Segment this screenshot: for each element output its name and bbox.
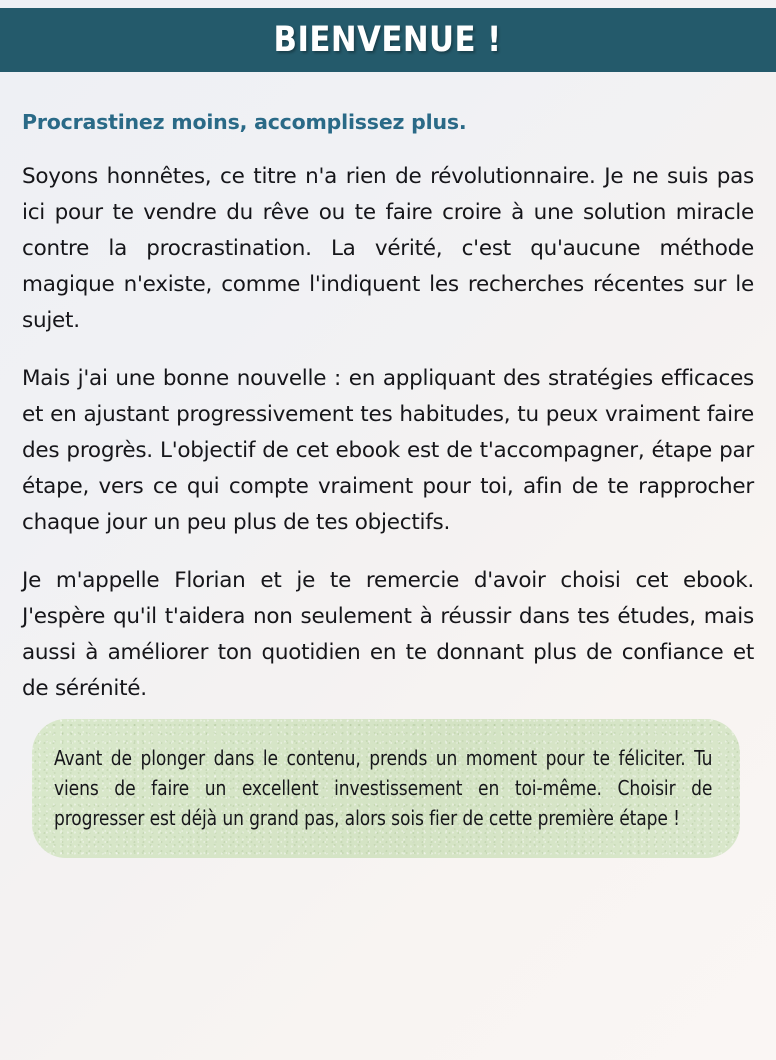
body-paragraph-3: Je m'appelle Florian et je te remercie d'avoir choisi cet ebook. J'espère qu'il t'aidera non seulement à réussir dans tes études, mais aussi à améliorer ton quotidien en te donnant plus de confiance et de sérénité. — [22, 568, 754, 701]
content-area — [0, 72, 776, 707]
callout-box — [32, 719, 740, 858]
encouragement-callout — [32, 719, 740, 858]
section-subtitle: Procrastinez moins, accomplissez plus. — [22, 110, 467, 134]
body-paragraph-1: Soyons honnêtes, ce titre n'a rien de révolutionnaire. Je ne suis pas ici pour te vendre du rêve ou te faire croire à une solution miracle contre la procrastination. La vérité, c'est qu'aucune méthode magique n'existe, comme l'indiquent les recherches récentes sur le sujet. — [22, 164, 754, 333]
welcome-banner — [0, 8, 776, 72]
body-paragraph-2: Mais j'ai une bonne nouvelle : en appliquant des stratégies efficaces et en ajustant progressivement tes habitudes, tu peux vraiment faire des progrès. L'objectif de cet ebook est de t'accompagner, étape par étape, vers ce qui compte vraiment pour toi, afin de te rapprocher chaque jour un peu plus de tes objectifs. — [22, 366, 754, 535]
callout-text: Avant de plonger dans le contenu, prends un moment pour te féliciter. Tu viens de faire un excellent investissement en toi-même. Choisir de progresser est déjà un grand pas, alors sois fier de cette première étape ! — [54, 746, 713, 830]
page-title: BIENVENUE ! — [273, 20, 503, 60]
